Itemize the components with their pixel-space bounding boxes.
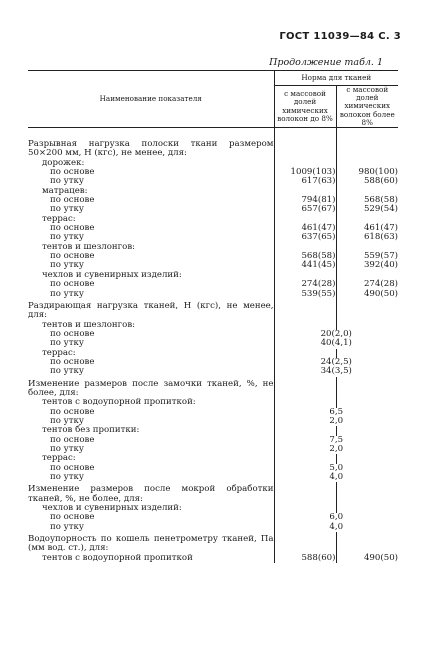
norm-value-common: 5,0 [329, 462, 344, 473]
norm-value-low-chem: 441(45) [274, 261, 336, 270]
norm-value-high-chem [336, 299, 398, 321]
indicator-group: чехлов и сувенирных изделий: [28, 504, 274, 513]
norm-value-high-chem: 490(50) [363, 288, 399, 299]
indicator-direction: по утку [28, 233, 274, 242]
norm-value-low-chem: 588(60) [274, 554, 336, 563]
indicator-direction: по утку [28, 417, 274, 426]
indicator-group: террас: [28, 215, 274, 224]
indicator-direction: по утку [28, 290, 274, 299]
column-header-norm: Норма для тканей [274, 71, 398, 86]
norm-value-low-chem [274, 454, 336, 463]
indicator-group: тентов и шезлонгов: [28, 321, 274, 330]
table-row [28, 482, 398, 504]
norm-value-low-chem [274, 482, 336, 504]
norm-value-high-chem [336, 377, 398, 399]
table-row [28, 290, 398, 299]
indicator-direction: по основе [28, 280, 274, 289]
norm-value-low-chem: 617(63) [274, 177, 336, 186]
indicator-direction: по основе [28, 408, 274, 417]
indicator-direction: по утку [28, 261, 274, 270]
indicator-direction: по утку [28, 205, 274, 214]
norm-value-low-chem: 461(47) [274, 224, 336, 233]
norm-value-low-chem [274, 504, 336, 513]
norm-value-common: 20(2,0) [320, 328, 352, 339]
table-row [28, 445, 398, 454]
norm-value-high-chem: 274(28) [363, 279, 399, 290]
indicator-title: Изменение размеров после мокрой обработки тканей, %, не более, для: [28, 484, 274, 504]
indicator-title: Разрывная нагрузка полоски ткани размером 50×200 мм, Н (кгс), не менее, для: [28, 139, 274, 159]
indicator-group: тентов без пропитки: [28, 426, 274, 435]
norm-value-low-chem: 794(81) [274, 196, 336, 205]
indicator-title: Изменение размеров после замочки тканей, %, не более, для: [28, 378, 274, 398]
norm-value-low-chem: 657(67) [274, 205, 336, 214]
table-row [28, 377, 398, 399]
norm-value-high-chem: 490(50) [363, 552, 399, 563]
norm-value-low-chem [274, 299, 336, 321]
norm-value-high-chem [336, 398, 398, 407]
table-continuation-label: Продолжение табл. 1 [269, 57, 383, 68]
norm-value-common: 4,0 [329, 521, 344, 532]
norm-value-high-chem [336, 140, 398, 159]
indicator-direction: по основе [28, 168, 274, 177]
norm-value-common: 24(2,5) [320, 356, 352, 367]
norm-value-low-chem: 274(28) [274, 280, 336, 289]
norm-value-high-chem: 568(58) [363, 195, 399, 206]
norm-value-high-chem [336, 504, 398, 513]
table-row [28, 473, 398, 482]
indicator-group: дорожек: [28, 159, 274, 168]
norm-value-high-chem [336, 532, 398, 554]
table-body [28, 140, 398, 563]
norm-value-common: 7,5 [329, 434, 344, 445]
table-row [28, 205, 398, 214]
column-header-high-chem: с массовой долей химических волокон более 8% [336, 86, 398, 128]
norm-value-common: 6,5 [329, 406, 344, 417]
norm-value-low-chem: 1009(103) [274, 168, 336, 177]
table-row [28, 367, 398, 376]
indicator-title: Раздирающая нагрузка тканей, Н (кгс), не менее, для: [28, 300, 274, 321]
table-row [28, 339, 398, 348]
indicators-table [28, 70, 398, 563]
norm-value-low-chem [274, 426, 336, 435]
indicator-direction: по основе [28, 224, 274, 233]
indicator-direction: по основе [28, 252, 274, 261]
norm-value-low-chem [274, 398, 336, 407]
indicator-direction: по утку [28, 177, 274, 186]
page-header: ГОСТ 11039—84 С. 3 [279, 31, 401, 42]
norm-value-common: 2,0 [329, 444, 344, 455]
indicator-direction: по основе [28, 464, 274, 473]
indicator-group: тентов с водоупорной пропиткой [28, 554, 274, 563]
table-row [28, 532, 398, 554]
indicator-group: чехлов и сувенирных изделий: [28, 271, 274, 280]
column-header-low-chem: с массовой долей химических волокон до 8% [274, 86, 336, 128]
norm-value-high-chem: 980(100) [358, 167, 399, 178]
norm-value-high-chem: 559(57) [363, 251, 399, 262]
norm-value-low-chem: 568(58) [274, 252, 336, 261]
indicator-direction: по основе [28, 358, 274, 367]
norm-value-high-chem [336, 454, 398, 463]
norm-value-high-chem: 588(60) [363, 176, 399, 187]
indicator-direction: по основе [28, 436, 274, 445]
indicator-group: террас: [28, 454, 274, 463]
norm-value-high-chem: 529(54) [363, 204, 399, 215]
indicator-title: Водоупорность по кошель пенетрометру тканей, Па (мм вод. ст.), для: [28, 534, 274, 554]
indicator-group: тентов и шезлонгов: [28, 243, 274, 252]
norm-value-low-chem [274, 532, 336, 554]
table-row [28, 523, 398, 532]
norm-value-low-chem: 539(55) [274, 290, 336, 299]
norm-value-high-chem [336, 426, 398, 435]
table-row [28, 299, 398, 321]
indicator-direction: по утку [28, 339, 274, 348]
indicator-direction: по основе [28, 513, 274, 522]
norm-value-high-chem: 392(40) [363, 260, 399, 271]
indicator-direction: по основе [28, 330, 274, 339]
indicator-group: тентов с водоупорной пропиткой: [28, 398, 274, 407]
indicator-direction: по утку [28, 473, 274, 482]
norm-value-low-chem: 637(65) [274, 233, 336, 242]
indicator-direction: по утку [28, 367, 274, 376]
indicator-group: террас: [28, 349, 274, 358]
table-row [28, 140, 398, 159]
norm-value-high-chem [336, 482, 398, 504]
norm-value-common: 34(3,5) [320, 366, 352, 377]
norm-value-common: 4,0 [329, 472, 344, 483]
norm-value-high-chem: 618(63) [363, 232, 399, 243]
table-row [28, 554, 398, 563]
indicator-direction: по утку [28, 445, 274, 454]
indicator-group: матрацев: [28, 187, 274, 196]
indicator-direction: по основе [28, 196, 274, 205]
norm-value-high-chem: 461(47) [363, 223, 399, 234]
column-header-name: Наименование показателя [28, 71, 274, 128]
indicator-direction: по утку [28, 523, 274, 532]
norm-value-low-chem [274, 140, 336, 159]
norm-value-common: 6,0 [329, 512, 344, 523]
norm-value-low-chem [274, 377, 336, 399]
norm-value-common: 40(4,1) [320, 338, 352, 349]
norm-value-common: 2,0 [329, 415, 344, 426]
